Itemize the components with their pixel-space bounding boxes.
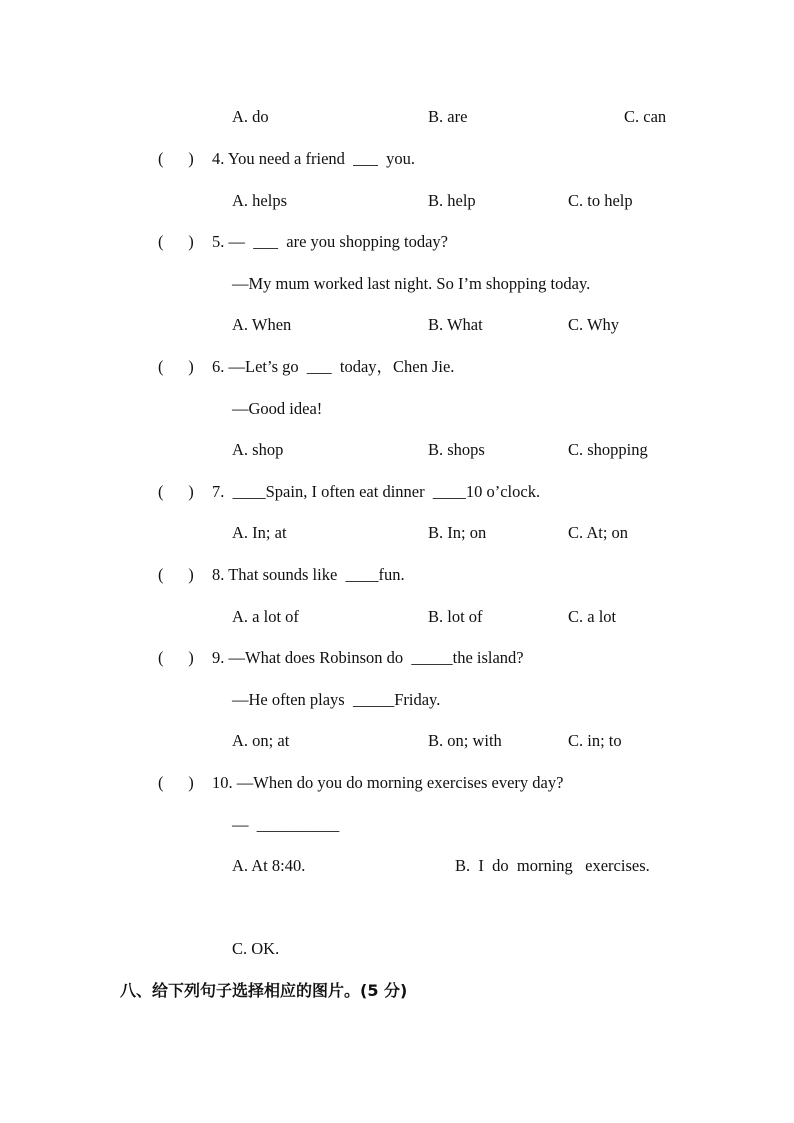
q8-option-b: B. lot of xyxy=(428,607,483,626)
q10-option-a: A. At 8:40. xyxy=(232,856,306,875)
q7-answer-blank: ( ) xyxy=(158,482,194,501)
q5-option-c: C. Why xyxy=(568,315,620,334)
q10-stem: 10. —When do you do morning exercises every day? xyxy=(212,773,564,792)
q6-stem: 6. —Let’s go ___ today，Chen Jie. xyxy=(212,357,455,376)
q7-option-c: C. At; on xyxy=(568,523,629,542)
q9-line2: —He often plays _____Friday. xyxy=(232,690,441,709)
q6-option-a: A. shop xyxy=(232,440,284,459)
q3-option-c: C. can xyxy=(624,107,667,126)
q10-line2: — __________ xyxy=(232,815,340,834)
q6-line2: —Good idea! xyxy=(232,399,323,418)
q4-option-a: A. helps xyxy=(232,191,287,210)
q4-option-b: B. help xyxy=(428,191,476,210)
q9-option-b: B. on; with xyxy=(428,731,502,750)
q9-option-c: C. in; to xyxy=(568,731,622,750)
q6-option-b: B. shops xyxy=(428,440,485,459)
q5-option-b: B. What xyxy=(428,315,483,334)
q10-answer-blank: ( ) xyxy=(158,773,194,792)
q4-option-c: C. to help xyxy=(568,191,633,210)
q5-stem: 5. — ___ are you shopping today? xyxy=(212,232,449,251)
q8-stem: 8. That sounds like ____fun. xyxy=(212,565,405,584)
q5-answer-blank: ( ) xyxy=(158,232,194,251)
q3-option-b: B. are xyxy=(428,107,468,126)
q9-answer-blank: ( ) xyxy=(158,648,194,667)
q3-option-a: A. do xyxy=(232,107,269,126)
q7-option-b: B. In; on xyxy=(428,523,487,542)
q5-option-a: A. When xyxy=(232,315,292,334)
q9-option-a: A. on; at xyxy=(232,731,290,750)
q10-option-c: C. OK. xyxy=(232,939,280,958)
q8-answer-blank: ( ) xyxy=(158,565,194,584)
q5-line2: —My mum worked last night. So I’m shopping today. xyxy=(232,274,591,293)
section-8-heading: 八、给下列句子选择相应的图片。(5 分) xyxy=(120,981,408,1000)
q7-option-a: A. In; at xyxy=(232,523,287,542)
q7-stem: 7. ____Spain, I often eat dinner ____10 o’clock. xyxy=(212,482,541,501)
q9-stem: 9. —What does Robinson do _____the island? xyxy=(212,648,524,667)
q10-option-b: B. I do morning exercises. xyxy=(455,856,650,875)
q6-option-c: C. shopping xyxy=(568,440,648,459)
q6-answer-blank: ( ) xyxy=(158,357,194,376)
q8-option-a: A. a lot of xyxy=(232,607,299,626)
q8-option-c: C. a lot xyxy=(568,607,617,626)
q4-stem: 4. You need a friend ___ you. xyxy=(212,149,416,168)
q4-answer-blank: ( ) xyxy=(158,149,194,168)
